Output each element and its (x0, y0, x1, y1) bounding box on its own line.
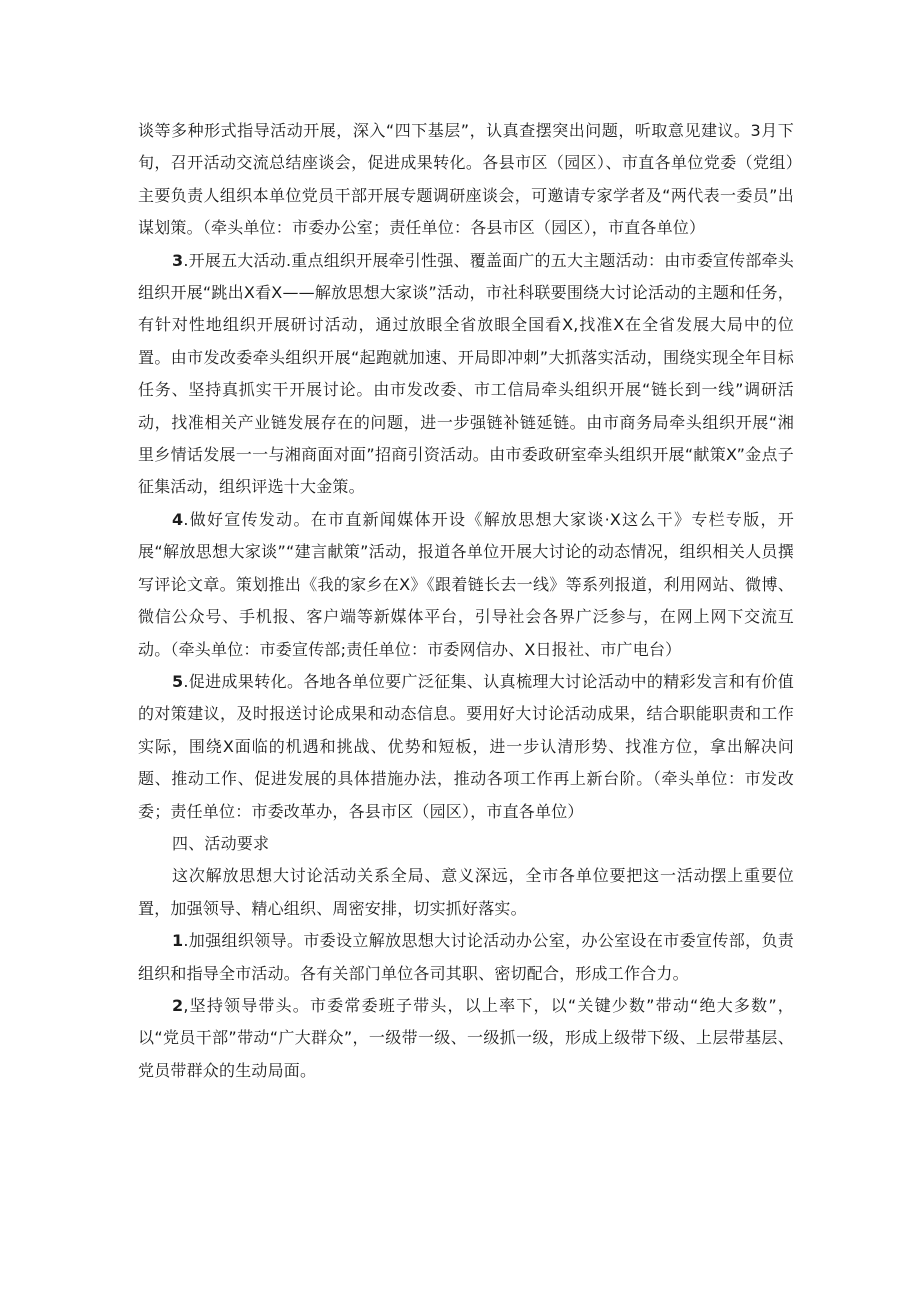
paragraph-text: 谈等多种形式指导活动开展，深入“四下基层”，认真查摆突出问题，听取意见建议。3月下旬，召开活动交流总结座谈会，促进成果转化。各县市区（园区）、市直各单位党委（党组）主要负责人组织本单位党员干部开展专题调研座谈会，可邀请专家学者及“两代表一委员”出谋划策。（牵头单位：市委办公室；责任单位：各县市区（园区），市直各单位） (138, 121, 794, 238)
section-heading-requirements (138, 828, 794, 860)
paragraph-text: ,坚持领导带头。市委常委班子带头，以上率下，以“关键少数”带动“绝大多数”，以“党员干部”带动“广大群众”，一级带一级、一级抓一级，形成上级带下级、上层带基层、党员带群众的生动局面。 (138, 995, 794, 1080)
paragraph-item-5-results (138, 666, 794, 828)
paragraph-requirements-intro (138, 860, 794, 925)
item-number: 5 (172, 671, 184, 691)
paragraph-text: 这次解放思想大讨论活动关系全局、意义深远，全市各单位要把这一活动摆上重要位置，加强领导、精心组织、周密安排，切实抓好落实。 (138, 866, 794, 918)
paragraph-continuation-3 (138, 115, 794, 245)
paragraph-item-4-publicity (138, 504, 794, 666)
item-number: 2 (172, 995, 184, 1015)
item-number: 1 (172, 931, 184, 951)
item-number: 3 (172, 250, 184, 270)
section-heading-text: 四、活动要求 (172, 833, 270, 853)
paragraph-text: .加强组织领导。市委设立解放思想大讨论活动办公室，办公室设在市委宣传部，负责组织和指导全市活动。各有关部门单位各司其职、密切配合，形成工作合力。 (138, 931, 794, 983)
paragraph-text: .做好宣传发动。在市直新闻媒体开设《解放思想大家谈·X这么干》专栏专版，开展“解放思想大家谈”“建言献策”活动，报道各单位开展大讨论的动态情况，组织相关人员撰写评论文章。策划推出《我的家乡在X》《跟着链长去一线》等系列报道，利用网站、微博、微信公众号、手机报、客户端等新媒体平台，引导社会各界广泛参与，在网上网下交流互动。（牵头单位：市委宣传部;责任单位：市委网信办、X日报社、市广电台） (138, 509, 794, 659)
document-body (138, 115, 794, 1087)
paragraph-text: .促进成果转化。各地各单位要广泛征集、认真梳理大讨论活动中的精彩发言和有价值的对策建议，及时报送讨论成果和动态信息。要用好大讨论活动成果，结合职能职责和工作实际，围绕X面临的机遇和挑战、优势和短板，进一步认清形势、找准方位，拿出解决问题、推动工作、促进发展的具体措施办法，推动各项工作再上新台阶。（牵头单位：市发改委；责任单位：市委改革办，各县市区（园区），市直各单位） (138, 671, 794, 821)
paragraph-text: .开展五大活动.重点组织开展牵引性强、覆盖面广的五大主题活动：由市委宣传部牵头组织开展“跳出X看X——解放思想大家谈”活动，市社科联要围绕大讨论活动的主题和任务，有针对性地组织开展研讨活动，通过放眼全省放眼全国看X,找准X在全省发展大局中的位置。由市发改委牵头组织开展“起跑就加速、开局即冲刺”大抓落实活动，围绕实现全年目标任务、坚持真抓实干开展讨论。由市发改委、市工信局牵头组织开展“链长到一线”调研活动，找准相关产业链发展存在的问题，进一步强链补链延链。由市商务局牵头组织开展“湘里乡情话发展一一与湘商面对面”招商引资活动。由市委政研室牵头组织开展“献策X”金点子征集活动，组织评选十大金策。 (138, 250, 794, 497)
paragraph-item-2-lead-by-example (138, 990, 794, 1087)
item-number: 4 (172, 509, 184, 529)
paragraph-item-3-five-activities (138, 245, 794, 504)
paragraph-item-1-leadership (138, 925, 794, 990)
